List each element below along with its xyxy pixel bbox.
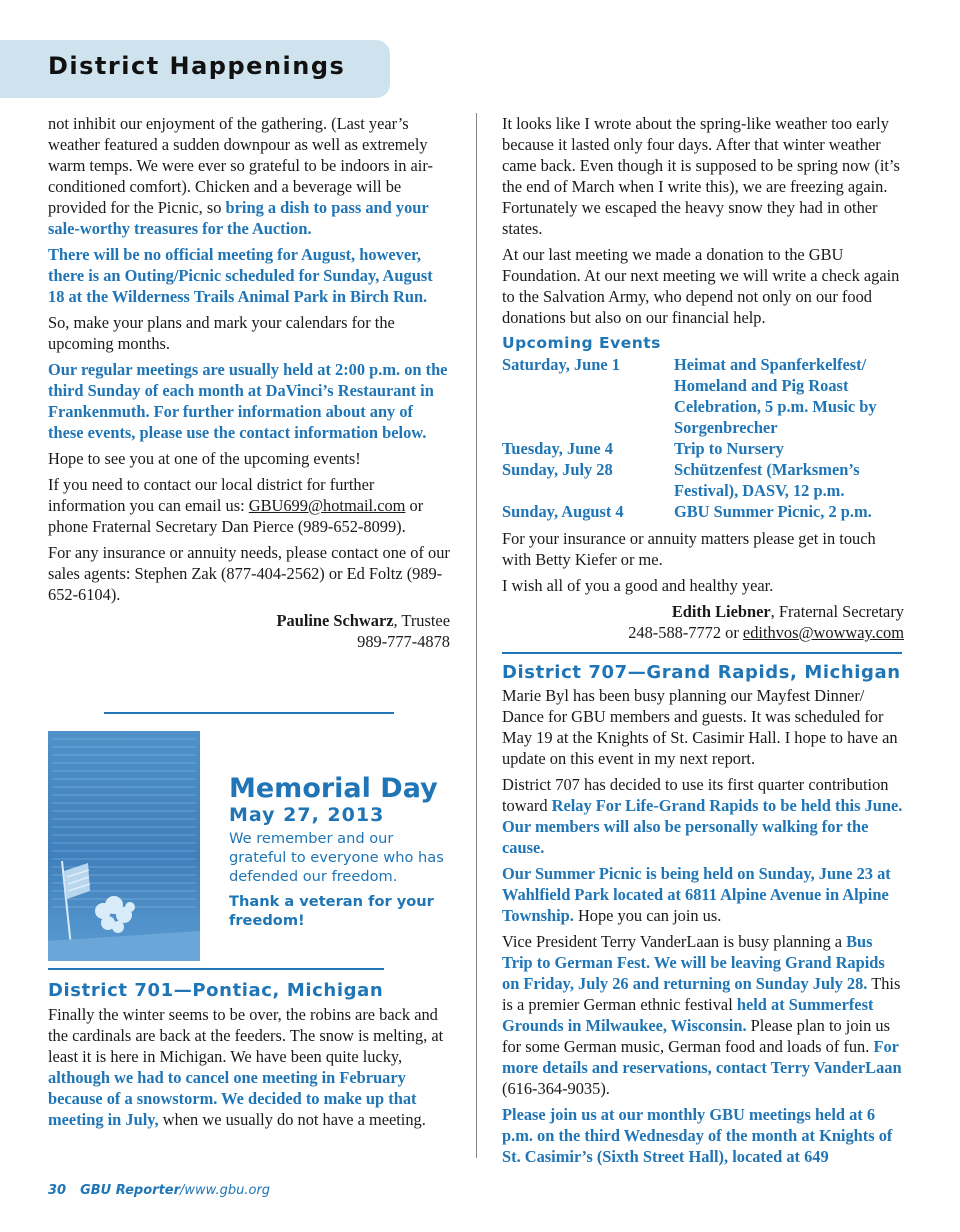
memorial-wall-illustration	[48, 731, 200, 961]
right-paragraph-1: It looks like I wrote about the spring-like weather too early because it lasted only four days. After that winter weather came back. Even though it is supposed to be spring now (it’s the end of March when I write this), we are freezing again. Fortunately we escaped the heavy snow they had in other states.	[502, 114, 900, 238]
memorial-day-box	[229, 774, 454, 930]
district-701-paragraph: Finally the winter seems to be over, the robins are back and the cardinals are back at the feeders. The snow is melting, at least it is here in Michigan. We have been quite lucky, although we had to cancel one meeting in February because of a snowstorm. We decided to make up that meeting in July, when we usually do not have a meeting.	[48, 1005, 444, 1129]
district-707-heading: District 707—Grand Rapids, Michigan	[502, 662, 901, 683]
left-paragraph-6: If you need to contact our local district for further information you can email us: GBU699@hotmail.com or phone Fraternal Secretary Dan Pierce (989-652-8099).	[48, 475, 424, 536]
section-divider	[502, 652, 902, 654]
district-701-body	[48, 1004, 450, 1135]
email-link[interactable]: edithvos@wowway.com	[742, 623, 904, 642]
event-desc: Heimat and Spanferkelfest/ Homeland and Pig Roast Celebration, 5 p.m. Music by Sorgenbrecher	[674, 355, 877, 437]
district-707-paragraph-2: District 707 has decided to use its first quarter contribution toward Relay For Life-Grand Rapids to be held this June. Our members will also be personally walking for the cause.	[502, 775, 903, 857]
district-707-paragraph-4: Vice President Terry VanderLaan is busy planning a Bus Trip to German Fest. We will be leaving Grand Rapids on Friday, July 26 and returning on Sunday July 28. This is a premier German ethnic festival held at Summerfest Grounds in Milwaukee, Wisconsin. Please plan to join us for some German music, German food and loads of fun. For more details and reservations, contact Terry VanderLaan (616-364-9035).	[502, 932, 902, 1098]
right-paragraph-4: I wish all of you a good and healthy year.	[502, 576, 774, 595]
event-desc: GBU Summer Picnic, 2 p.m.	[674, 502, 872, 521]
publication-name: GBU Reporter	[80, 1183, 181, 1198]
page-footer	[48, 1183, 270, 1198]
left-paragraph-4: Our regular meetings are usually held at 2:00 p.m. on the third Sunday of each month at DaVinci’s Restaurant in Frankenmuth. For further information about any of these events, please use the contact information below.	[48, 360, 448, 442]
publication-url[interactable]: /www.gbu.org	[180, 1183, 271, 1198]
page-title: District Happenings	[48, 52, 346, 80]
event-date: Sunday, August 4	[502, 502, 624, 521]
memorial-thank: Thank a veteran for your freedom!	[229, 893, 434, 929]
upcoming-events-heading: Upcoming Events	[502, 334, 661, 352]
event-date: Saturday, June 1	[502, 355, 620, 374]
email-link[interactable]: GBU699@hotmail.com	[248, 496, 406, 515]
district-701-heading: District 701—Pontiac, Michigan	[48, 980, 384, 1001]
event-date: Sunday, July 28	[502, 460, 613, 479]
events-list	[502, 354, 904, 522]
left-paragraph-3: So, make your plans and mark your calendars for the upcoming months.	[48, 313, 395, 353]
right-paragraph-2: At our last meeting we made a donation to the GBU Foundation. At our next meeting we will write a check again to the Salvation Army, who depend not only on our food donations but also on our financial help.	[502, 245, 900, 327]
section-divider	[104, 712, 394, 714]
signature-secretary: Edith Liebner, Fraternal Secretary 248-588-7772 or edithvos@wowway.com	[628, 602, 904, 642]
event-desc: Trip to Nursery	[674, 439, 784, 458]
left-paragraph-1: not inhibit our enjoyment of the gathering. (Last year’s weather featured a sudden downpour as well as extremely warm temps. We were ever so grateful to be indoors in air-conditioned comfort). Chicken and a beverage will be provided for the Picnic, so bring a dish to pass and your sale-worthy treasures for the Auction.	[48, 114, 433, 238]
page-number: 30	[48, 1183, 67, 1198]
right-paragraph-3: For your insurance or annuity matters please get in touch with Betty Kiefer or me.	[502, 529, 876, 569]
event-date: Tuesday, June 4	[502, 439, 613, 458]
left-column	[48, 113, 450, 652]
column-divider	[476, 113, 477, 1158]
left-paragraph-5: Hope to see you at one of the upcoming events!	[48, 449, 361, 468]
memorial-text: We remember and our grateful to everyone who has defended our freedom.	[229, 830, 444, 885]
memorial-wall-image	[48, 731, 200, 961]
left-paragraph-7: For any insurance or annuity needs, please contact one of our sales agents: Stephen Zak (877-404-2562) or Ed Foltz (989-652-6104).	[48, 543, 450, 604]
district-707-paragraph-3: Our Summer Picnic is being held on Sunday, June 23 at Wahlfield Park located at 6811 Alpine Avenue in Alpine Township. Hope you can join us.	[502, 864, 891, 925]
district-707-paragraph-5: Please join us at our monthly GBU meetings held at 6 p.m. on the third Wednesday of the month at Knights of St. Casimir’s (Sixth Street Hall), located at 649	[502, 1105, 893, 1166]
district-707-paragraph-1: Marie Byl has been busy planning our Mayfest Dinner/ Dance for GBU members and guests. It was scheduled for May 19 at the Knights of St. Casimir Hall. I hope to have an update on this event in my next report.	[502, 686, 898, 768]
signature-trustee: Pauline Schwarz, Trustee 989-777-4878	[276, 611, 450, 651]
memorial-date: May 27, 2013	[229, 804, 385, 826]
section-divider	[48, 968, 384, 970]
right-column	[502, 113, 904, 643]
memorial-title: Memorial Day	[229, 773, 438, 804]
event-desc: Schützenfest (Marksmen’s Festival), DASV, 12 p.m.	[674, 460, 860, 500]
district-707-body	[502, 685, 904, 1172]
left-paragraph-2: There will be no official meeting for August, however, there is an Outing/Picnic scheduled for Sunday, August 18 at the Wilderness Trails Animal Park in Birch Run.	[48, 245, 433, 306]
